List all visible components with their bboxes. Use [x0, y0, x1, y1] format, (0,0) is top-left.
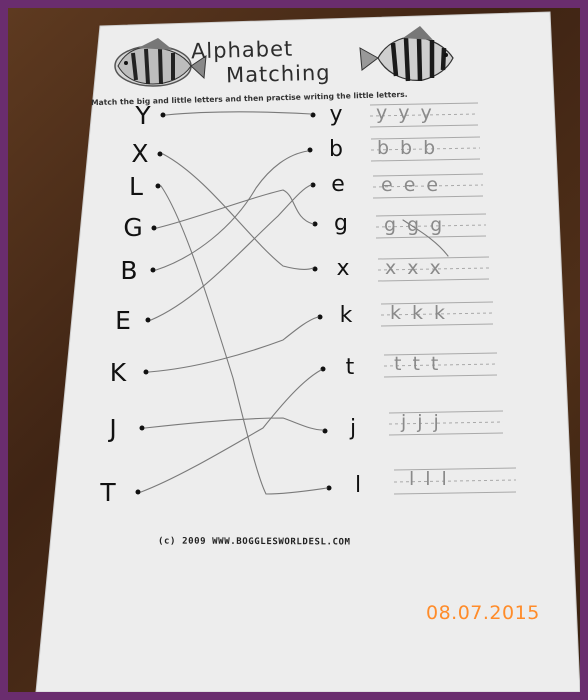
practice-row-e: eee: [381, 174, 450, 196]
practice-row-y: yyy: [376, 102, 443, 124]
worksheet-title-line2: Matching: [225, 60, 331, 88]
big-letter-e: E: [115, 306, 131, 335]
photo-date-stamp: 08.07.2015: [426, 602, 540, 624]
practice-row-j: jjj: [401, 411, 450, 433]
photo-frame: [8, 8, 580, 692]
small-letter-t: t: [345, 355, 355, 380]
practice-row-k: kkk: [390, 302, 457, 324]
practice-row-l: lll: [409, 468, 458, 490]
big-letter-k: K: [109, 358, 127, 387]
practice-row-x: xxx: [385, 257, 452, 279]
worksheet-copyright: (c) 2009 WWW.BOGGLESWORLDESL.COM: [157, 536, 351, 548]
small-letter-j: j: [349, 416, 357, 441]
small-letter-y: y: [329, 102, 343, 127]
small-letter-k: k: [339, 303, 353, 328]
big-letter-g: G: [123, 213, 143, 242]
worksheet-paper-drawing: [8, 8, 580, 692]
big-letter-t: T: [100, 478, 116, 507]
practice-row-g: ggg: [384, 214, 454, 236]
practice-row-t: ttt: [394, 353, 450, 375]
worksheet-instructions: Match the big and little letters and then practise writing the little letters.: [90, 89, 408, 108]
small-letter-b: b: [329, 137, 343, 162]
small-letter-l: l: [354, 473, 362, 498]
practice-row-b: bbb: [377, 137, 447, 159]
small-letter-e: e: [331, 172, 345, 197]
big-letter-j: J: [109, 414, 117, 443]
big-letter-l: L: [129, 172, 143, 201]
small-letter-x: x: [336, 256, 350, 281]
big-letter-b: B: [120, 256, 138, 285]
worksheet-title-line1: Alphabet: [190, 36, 294, 64]
big-letter-y: Y: [135, 101, 151, 130]
big-letter-x: X: [131, 139, 149, 168]
small-letter-g: g: [334, 211, 348, 236]
